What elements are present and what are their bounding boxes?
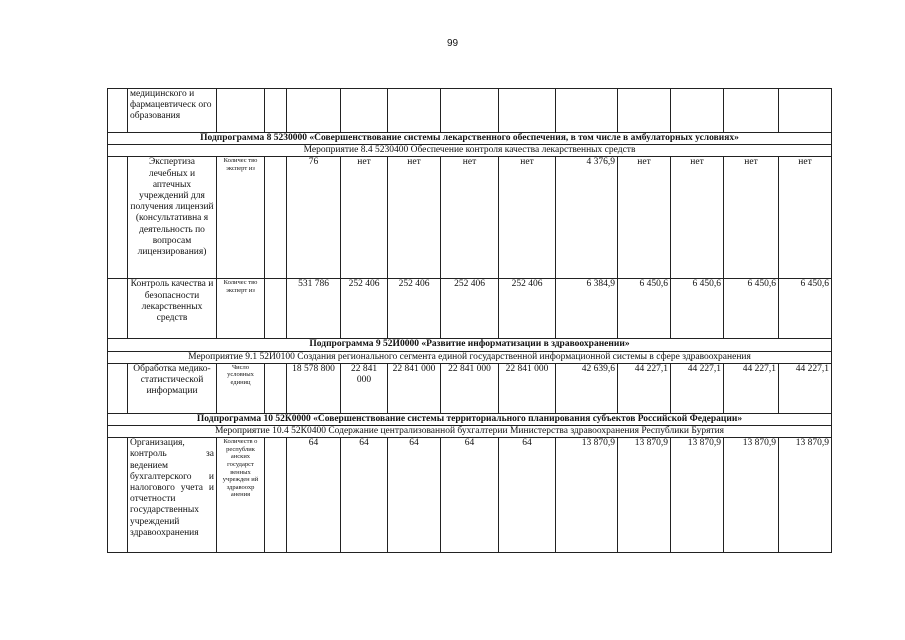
indicator-cell: Обработка медико-статистической информации bbox=[128, 363, 217, 413]
table-row bbox=[108, 363, 832, 413]
finance-cell: 44 227,1 bbox=[779, 363, 832, 413]
finance-cell: нет bbox=[724, 157, 779, 279]
finance-cell: 44 227,1 bbox=[724, 363, 779, 413]
indicator-cell: Экспертиза лечебных и аптечных учреждений для получения лицензий (консультативна я деятельность по вопросам лицензирования) bbox=[128, 157, 217, 279]
measure-row bbox=[108, 351, 832, 363]
value-cell: 22 841 000 bbox=[499, 363, 556, 413]
measure-row bbox=[108, 426, 832, 438]
indicator-cell: Организация, контроль за ведением бухгалтерского и налогового учета и отчетности государственных учреждений здравоохранения bbox=[128, 438, 217, 553]
value-cell: 76 bbox=[287, 157, 341, 279]
measure-title: Мероприятие 8.4 5230400 Обеспечение контроля качества лекарственных средств bbox=[108, 145, 832, 157]
finance-cell: 13 870,9 bbox=[724, 438, 779, 553]
finance-cell: 44 227,1 bbox=[671, 363, 724, 413]
value-cell: 252 406 bbox=[441, 279, 499, 339]
value-cell: нет bbox=[388, 157, 441, 279]
page-number: 99 bbox=[446, 38, 459, 49]
subprogram-row bbox=[108, 133, 832, 145]
value-cell: 252 406 bbox=[341, 279, 388, 339]
value-cell: 22 841 000 bbox=[341, 363, 388, 413]
finance-cell: 13 870,9 bbox=[556, 438, 618, 553]
indicator-cell: Контроль качества и безопасности лекарственных средств bbox=[128, 279, 217, 339]
value-cell: 252 406 bbox=[388, 279, 441, 339]
finance-cell: 6 450,6 bbox=[724, 279, 779, 339]
finance-cell: 42 639,6 bbox=[556, 363, 618, 413]
finance-cell: нет bbox=[671, 157, 724, 279]
value-cell: 22 841 000 bbox=[441, 363, 499, 413]
finance-cell: 6 450,6 bbox=[671, 279, 724, 339]
table-row bbox=[108, 438, 832, 553]
value-cell: нет bbox=[499, 157, 556, 279]
value-cell: 22 841 000 bbox=[388, 363, 441, 413]
value-cell: 64 bbox=[388, 438, 441, 553]
unit-cell: Количес тво эксперт из bbox=[217, 279, 265, 339]
subprogram-row bbox=[108, 339, 832, 351]
finance-cell: 13 870,9 bbox=[618, 438, 671, 553]
finance-cell: нет bbox=[779, 157, 832, 279]
finance-cell: 6 384,9 bbox=[556, 279, 618, 339]
value-cell: 64 bbox=[341, 438, 388, 553]
finance-cell: 13 870,9 bbox=[779, 438, 832, 553]
value-cell: 252 406 bbox=[499, 279, 556, 339]
subprogram-row bbox=[108, 413, 832, 425]
measure-title: Мероприятие 9.1 52И0100 Создания регионального сегмента единой государственной информационной системы в сфере здравоохранения bbox=[108, 351, 832, 363]
finance-cell: 6 450,6 bbox=[779, 279, 832, 339]
value-cell: 18 578 800 bbox=[287, 363, 341, 413]
subprogram-title: Подпрограмма 9 52И0000 «Развитие информатизации в здравоохранении» bbox=[108, 339, 832, 351]
finance-cell: 4 376,9 bbox=[556, 157, 618, 279]
subprogram-title: Подпрограмма 10 52К0000 «Совершенствование системы территориального планирования субъектов Российской Федерации» bbox=[108, 413, 832, 425]
unit-cell: Количес тво эксперт из bbox=[217, 157, 265, 279]
table-row bbox=[108, 157, 832, 279]
unit-cell: Число условных единиц bbox=[217, 363, 265, 413]
unit-cell: Количеств о республик анских государст венных учрежден ий здравоохр анения bbox=[217, 438, 265, 553]
value-cell: 64 bbox=[287, 438, 341, 553]
finance-cell: 13 870,9 bbox=[671, 438, 724, 553]
table-row bbox=[108, 279, 832, 339]
subprogram-title: Подпрограмма 8 5230000 «Совершенствование системы лекарственного обеспечения, в том числе в амбулаторных условиях» bbox=[108, 133, 832, 145]
measure-title: Мероприятие 10.4 52К0400 Содержание централизованной бухгалтерии Министерства здравоохранения Республики Бурятия bbox=[108, 426, 832, 438]
finance-cell: 44 227,1 bbox=[618, 363, 671, 413]
finance-cell: 6 450,6 bbox=[618, 279, 671, 339]
value-cell: 64 bbox=[441, 438, 499, 553]
value-cell: 64 bbox=[499, 438, 556, 553]
table-row bbox=[108, 89, 832, 133]
indicators-table bbox=[107, 88, 832, 553]
finance-cell: нет bbox=[618, 157, 671, 279]
value-cell: нет bbox=[441, 157, 499, 279]
measure-row bbox=[108, 145, 832, 157]
value-cell: 531 786 bbox=[287, 279, 341, 339]
value-cell: нет bbox=[341, 157, 388, 279]
indicator-cell: медицинского и фармацевтическ ого образования bbox=[128, 89, 217, 133]
